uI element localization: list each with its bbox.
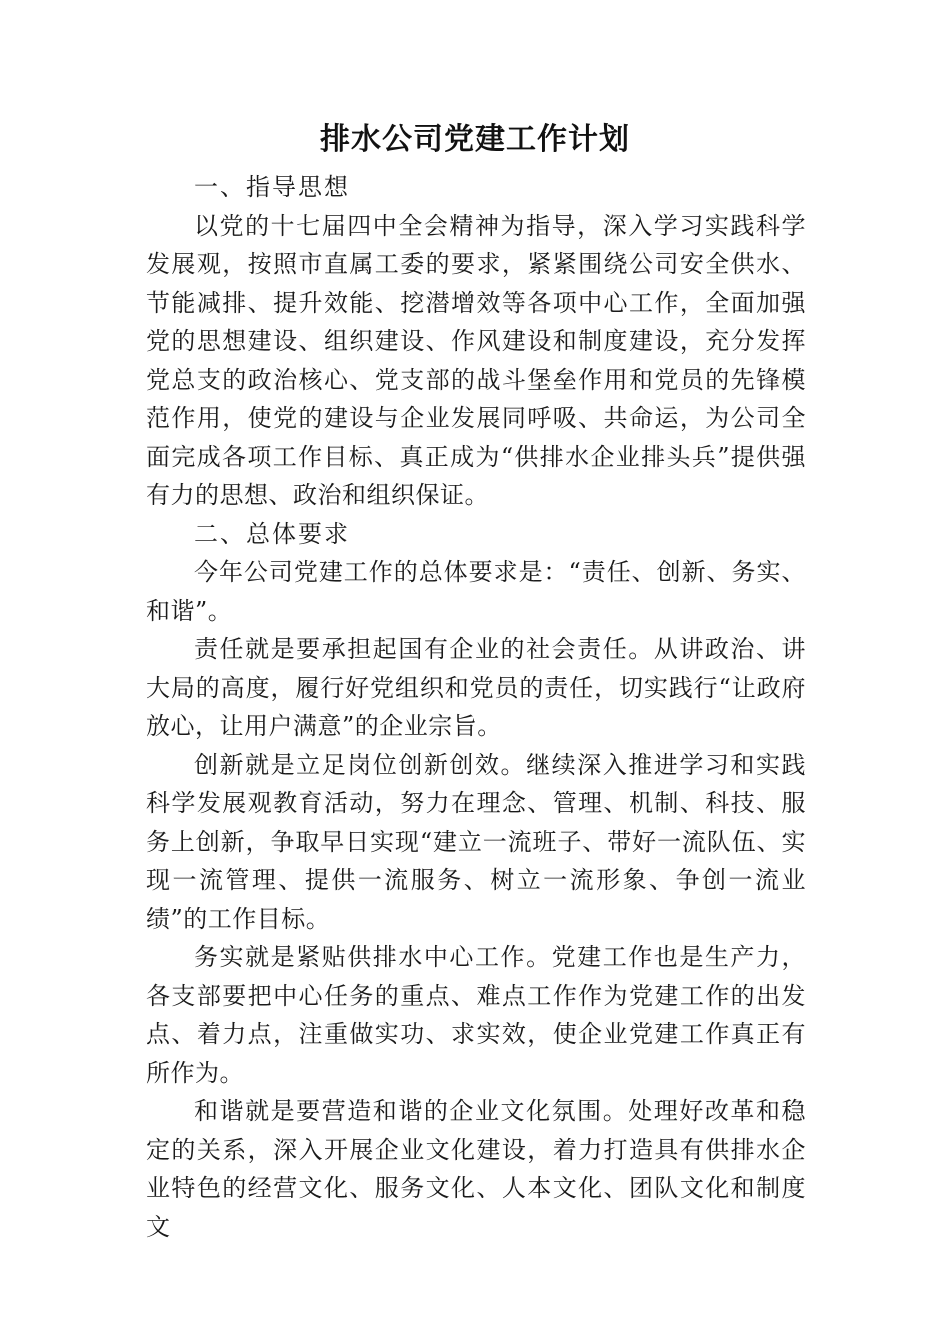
paragraph-pragmatism: 务实就是紧贴供排水中心工作。党建工作也是生产力，各支部要把中心任务的重点、难点工作作为党建工作的出发点、着力点，注重做实功、求实效，使企业党建工作真正有所作为。: [146, 943, 806, 1087]
section-heading-overall-requirements: 二、总体要求: [194, 519, 350, 548]
document-title: 排水公司党建工作计划: [320, 122, 630, 157]
paragraph-innovation: 创新就是立足岗位创新创效。继续深入推进学习和实践科学发展观教育活动，努力在理念、管理、机制、科技、服务上创新，争取早日实现“建立一流班子、带好一流队伍、实现一流管理、提供一流服务、树立一流形象、争创一流业绩”的工作目标。: [146, 750, 806, 933]
paragraph-responsibility: 责任就是要承担起国有企业的社会责任。从讲政治、讲大局的高度，履行好党组织和党员的责任，切实践行“让政府放心，让用户满意”的企业宗旨。: [146, 635, 806, 740]
paragraph-overall-requirements: 今年公司党建工作的总体要求是：“责任、创新、务实、和谐”。: [146, 558, 806, 625]
document-body: [146, 168, 806, 1246]
paragraph-guiding-ideology: 以党的十七届四中全会精神为指导，深入学习实践科学发展观，按照市直属工委的要求，紧紧围绕公司安全供水、节能减排、提升效能、挖潜增效等各项中心工作，全面加强党的思想建设、组织建设、作风建设和制度建设，充分发挥党总支的政治核心、党支部的战斗堡垒作用和党员的先锋模范作用，使党的建设与企业发展同呼吸、共命运，为公司全面完成各项工作目标、真正成为“供排水企业排头兵”提供强有力的思想、政治和组织保证。: [146, 211, 806, 509]
paragraph-harmony: 和谐就是要营造和谐的企业文化氛围。处理好改革和稳定的关系，深入开展企业文化建设，着力打造具有供排水企业特色的经营文化、服务文化、人本文化、团队文化和制度文: [146, 1097, 806, 1241]
section-heading-guiding-ideology: 一、指导思想: [194, 173, 350, 201]
